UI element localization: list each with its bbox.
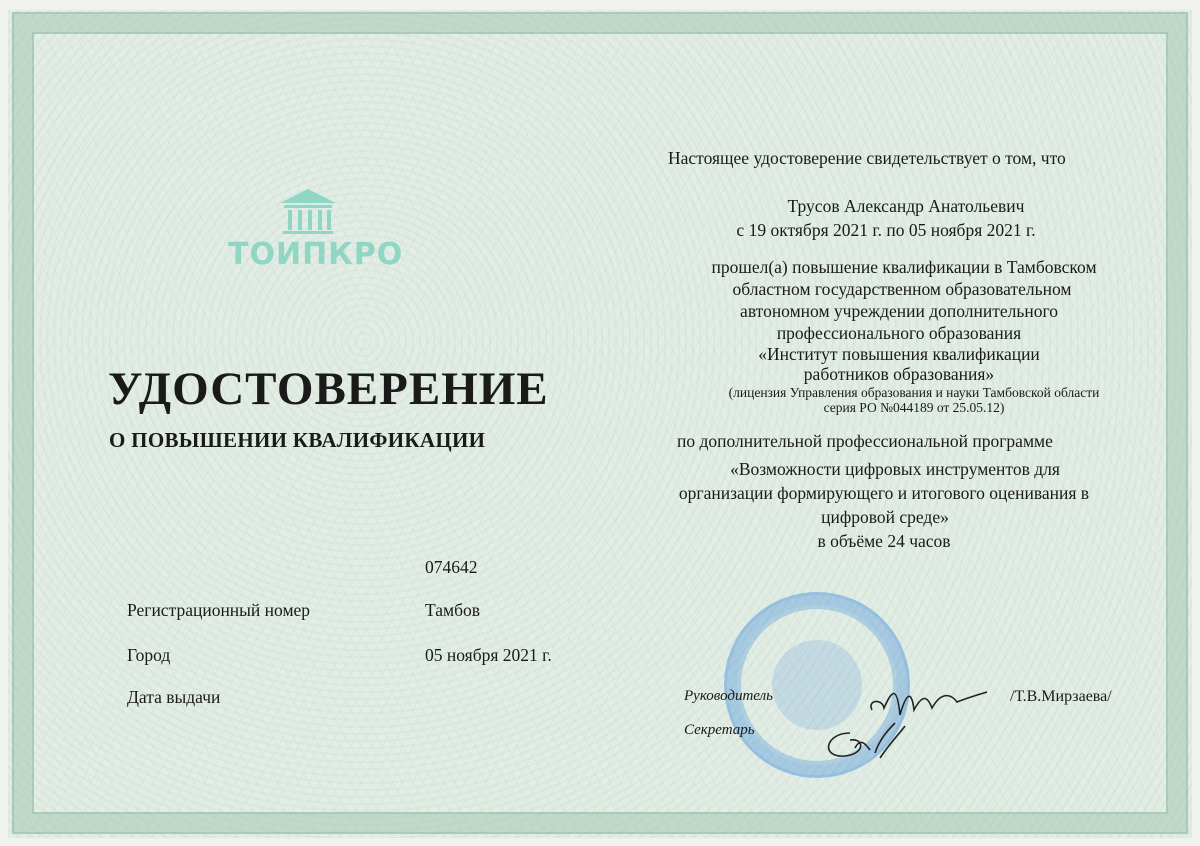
body-line: работников образования» bbox=[803, 364, 995, 384]
city-label: Город bbox=[127, 645, 171, 665]
decorative-border bbox=[14, 14, 1186, 832]
license-line: (лицензия Управления образования и науки Тамбовской области bbox=[728, 385, 1100, 400]
body-line: областном государственном образовательном bbox=[732, 279, 1072, 299]
body-line: автономном учреждении дополнительного bbox=[740, 301, 1058, 321]
city-value: Тамбов bbox=[425, 600, 481, 620]
body-line: «Институт повышения квалификации bbox=[758, 344, 1040, 364]
program-hours: в объёме 24 часов bbox=[817, 531, 951, 551]
body-line: прошел(а) повышение квалификации в Тамбовском bbox=[711, 257, 1097, 277]
document-title: УДОСТОВЕРЕНИЕ bbox=[108, 363, 549, 415]
program-line: организации формирующего и итогового оценивания в bbox=[678, 483, 1090, 503]
program-line: «Возможности цифровых инструментов для bbox=[730, 459, 1060, 479]
license-line: серия РО №044189 от 25.05.12) bbox=[823, 400, 1005, 415]
issue-date-label: Дата выдачи bbox=[127, 687, 221, 707]
coat-of-arms-icon bbox=[772, 640, 862, 730]
logo-text: ТОИПКРО bbox=[228, 237, 404, 272]
secretary-signature bbox=[820, 718, 920, 778]
secretary-label: Секретарь bbox=[684, 722, 755, 738]
head-name: /Т.В.Мирзаева/ bbox=[1010, 688, 1112, 705]
program-intro: по дополнительной профессиональной программе bbox=[677, 431, 1053, 451]
body-line: профессионального образования bbox=[776, 323, 1022, 343]
issue-date-value: 05 ноября 2021 г. bbox=[425, 645, 552, 665]
registration-number-value: 074642 bbox=[425, 557, 478, 577]
document-subtitle: О ПОВЫШЕНИИ КВАЛИФИКАЦИИ bbox=[109, 428, 486, 452]
building-columns-icon bbox=[228, 185, 388, 235]
logo bbox=[228, 185, 404, 275]
head-label: Руководитель bbox=[684, 688, 773, 704]
recipient-name: Трусов Александр Анатольевич bbox=[787, 196, 1025, 216]
program-line: цифровой среде» bbox=[821, 507, 949, 527]
intro-text: Настоящее удостоверение свидетельствует о том, что bbox=[668, 148, 1066, 168]
training-period: с 19 октября 2021 г. по 05 ноября 2021 г. bbox=[736, 220, 1036, 240]
registration-number-label: Регистрационный номер bbox=[127, 600, 311, 620]
